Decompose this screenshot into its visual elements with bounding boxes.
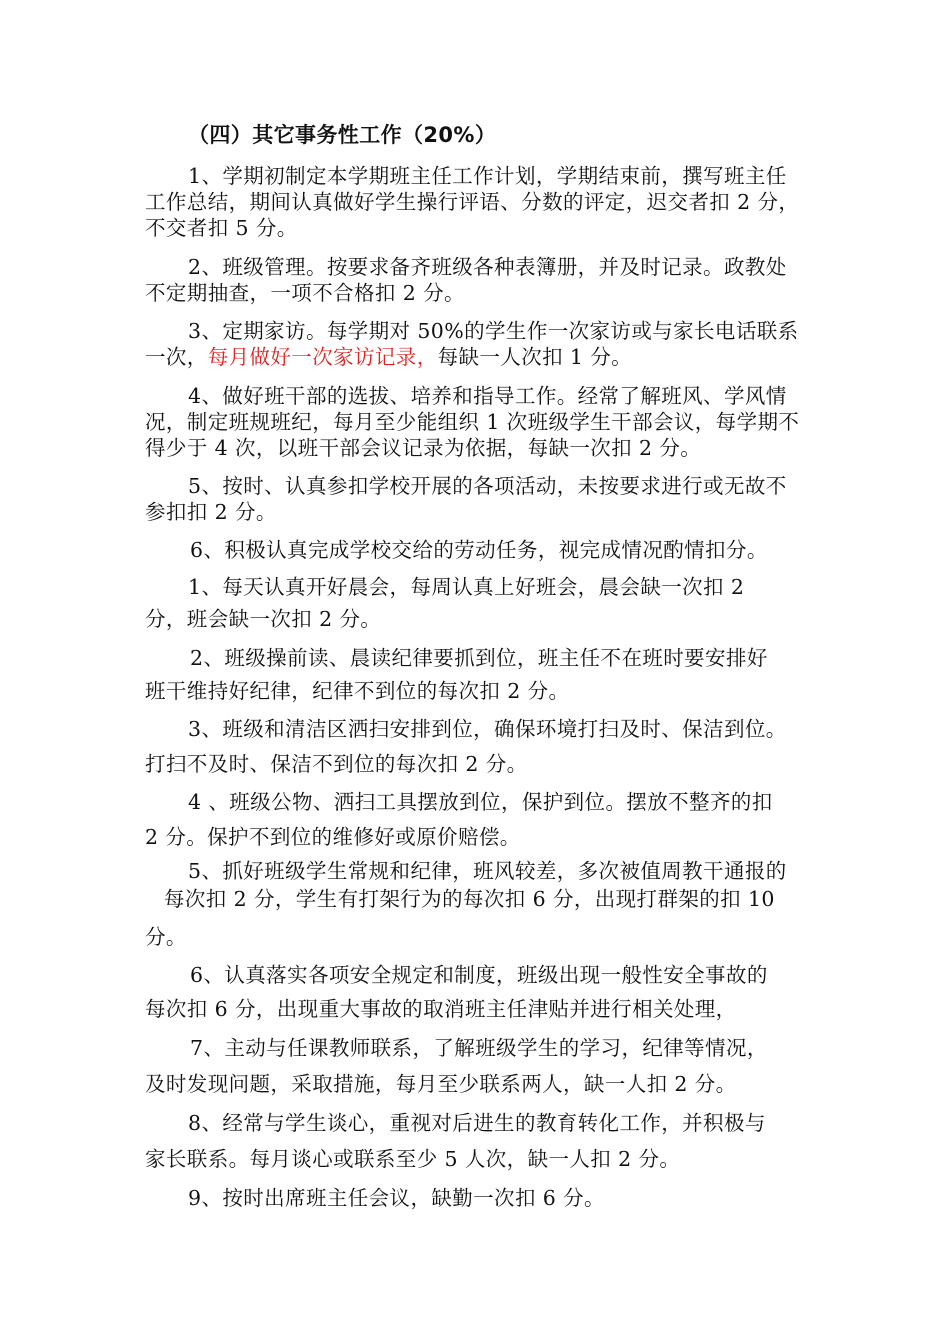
item-5-line-3: 分。 [145,925,187,949]
paragraph-3-line-1: 3、定期家访。每学期对 50%的学生作一次家访或与家长电话联系 [188,319,799,343]
paragraph-5-line-2: 参扣扣 2 分。 [145,500,277,524]
paragraph-4-line-2: 况，制定班规班纪，每月至少能组织 1 次班级学生干部会议，每学期不 [145,410,800,434]
paragraph-6-line-1: 6、积极认真完成学校交给的劳动任务，视完成情况酌情扣分。 [190,538,768,562]
item-1-line-2: 分，班会缺一次扣 2 分。 [145,607,382,631]
paragraph-3-line-2 [145,344,632,370]
item-2-line-2: 班干维持好纪律，纪律不到位的每次扣 2 分。 [145,679,570,703]
item-2-line-1: 2、班级操前读、晨读纪律要抓到位，班主任不在班时要安排好 [190,646,768,670]
item-5-line-2: 每次扣 2 分，学生有打架行为的每次扣 6 分，出现打群架的扣 10 [164,887,775,911]
paragraph-4-line-1: 4、做好班干部的选拔、培养和指导工作。经常了解班风、学风情 [188,384,787,408]
item-4-line-2: 2 分。保护不到位的维修好或原价赔偿。 [145,825,521,849]
paragraph-5-line-1: 5、按时、认真参扣学校开展的各项活动，未按要求进行或无故不 [188,474,787,498]
item-6-line-1: 6、认真落实各项安全规定和制度，班级出现一般性安全事故的 [190,963,768,987]
item-8-line-1: 8、经常与学生谈心，重视对后进生的教育转化工作，并积极与 [188,1111,766,1135]
item-8-line-2: 家长联系。每月谈心或联系至少 5 人次，缺一人扣 2 分。 [145,1147,681,1171]
item-9-line-1: 9、按时出席班主任会议，缺勤一次扣 6 分。 [188,1186,605,1210]
paragraph-3-line-2-pre: 一次， [145,345,208,369]
paragraph-1-line-3: 不交者扣 5 分。 [145,216,298,240]
section-heading: （四）其它事务性工作（20%） [188,123,497,147]
highlighted-text: 每月做好一次家访记录， [207,345,438,369]
item-3-line-1: 3、班级和清洁区洒扫安排到位，确保环境打扫及时、保洁到位。 [188,717,787,741]
paragraph-1-line-1: 1、学期初制定本学期班主任工作计划，学期结束前，撰写班主任 [188,164,787,188]
paragraph-1-line-2: 工作总结，期间认真做好学生操行评语、分数的评定，迟交者扣 2 分， [145,190,800,214]
item-5-line-1: 5、抓好班级学生常规和纪律，班风较差，多次被值周教干通报的 [188,859,787,883]
paragraph-2-line-2: 不定期抽查，一项不合格扣 2 分。 [145,281,465,305]
item-4-line-1: 4 、班级公物、洒扫工具摆放到位，保护到位。摆放不整齐的扣 [188,790,773,814]
paragraph-2-line-1: 2、班级管理。按要求备齐班级各种表簿册，并及时记录。政教处 [188,255,787,279]
item-1-line-1: 1、每天认真开好晨会，每周认真上好班会，晨会缺一次扣 2 [188,575,745,599]
item-7-line-2: 及时发现问题，采取措施，每月至少联系两人，缺一人扣 2 分。 [145,1072,737,1096]
item-3-line-2: 打扫不及时、保洁不到位的每次扣 2 分。 [145,752,528,776]
item-6-line-2: 每次扣 6 分，出现重大事故的取消班主任津贴并进行相关处理， [145,997,737,1021]
item-7-line-1: 7、主动与任课教师联系，了解班级学生的学习，纪律等情况， [190,1036,768,1060]
paragraph-3-line-2-post: 每缺一人次扣 1 分。 [437,345,633,369]
paragraph-4-line-3: 得少于 4 次，以班干部会议记录为依据，每缺一次扣 2 分。 [145,436,702,460]
